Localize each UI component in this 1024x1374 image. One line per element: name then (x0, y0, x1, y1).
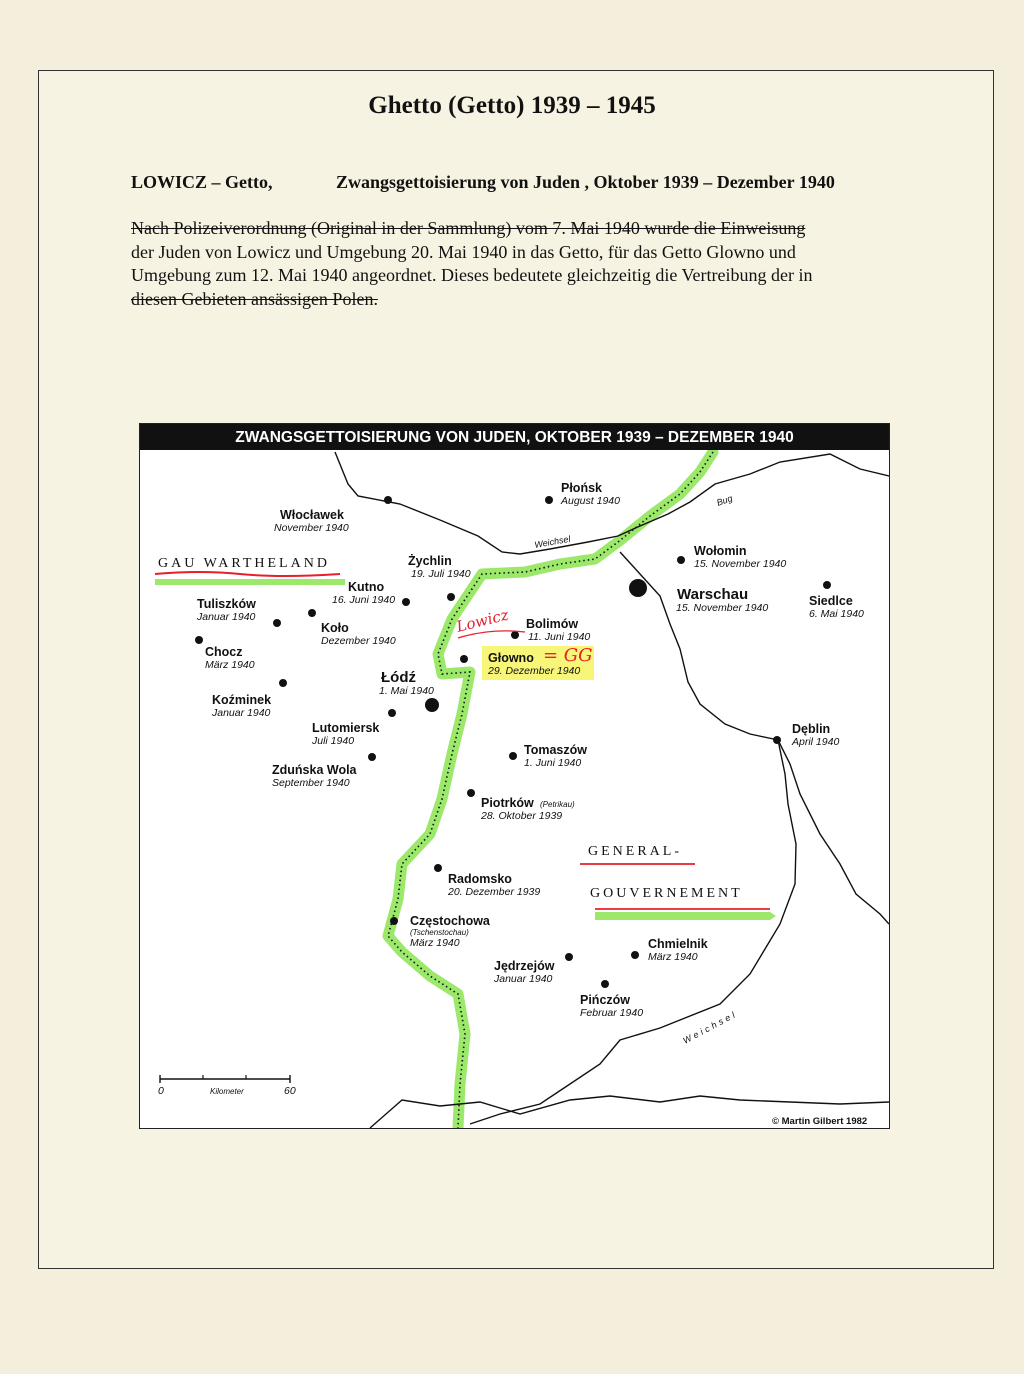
place-piotrkow-note: (Petrikau) (540, 800, 575, 809)
body-text (131, 217, 901, 311)
river-weichsel-south-label: Weichsel (681, 1008, 740, 1046)
date-radomsko: 20. Dezember 1939 (448, 886, 541, 898)
map-copyright: © Martin Gilbert 1982 (772, 1116, 868, 1127)
dot-wloclawek (384, 496, 392, 504)
dot-pinczow (601, 980, 609, 988)
date-zychlin: 19. Juli 1940 (411, 568, 471, 580)
scale-start: 0 (158, 1085, 164, 1097)
dot-wolomin (677, 556, 685, 564)
dot-glowno (460, 655, 468, 663)
dot-tomaszow (509, 752, 517, 760)
place-chmielnik: Chmielnik (648, 937, 708, 951)
date-chocz: März 1940 (205, 659, 255, 671)
map-banner: ZWANGSGETTOISIERUNG VON JUDEN, OKTOBER 1939 – DEZEMBER 1940 (140, 424, 889, 450)
dot-lutomiersk (388, 709, 396, 717)
subhead-ghetto-name: LOWICZ – Getto, (131, 172, 273, 192)
date-kolo: Dezember 1940 (321, 635, 396, 647)
date-glowno: 29. Dezember 1940 (488, 665, 581, 677)
date-kozminek: Januar 1940 (212, 707, 271, 719)
date-bolimow: 11. Juni 1940 (528, 631, 591, 643)
region-general: GENERAL- (588, 844, 682, 859)
place-tuliszkow: Tuliszków (197, 597, 256, 611)
date-tomaszow: 1. Juni 1940 (524, 757, 582, 769)
dot-deblin (773, 736, 781, 744)
place-wolomin: Wołomin (694, 544, 747, 558)
scale-unit: Kilometer (210, 1087, 244, 1096)
place-zdunska-wola: Zduńska Wola (272, 763, 357, 777)
place-kutno: Kutno (348, 580, 385, 594)
dot-piotrkow (467, 789, 475, 797)
date-lutomiersk: Juli 1940 (312, 735, 355, 747)
date-kutno: 16. Juni 1940 (332, 594, 396, 606)
dot-kozminek (279, 679, 287, 687)
date-siedlce: 6. Mai 1940 (809, 608, 864, 620)
body-line-3: Umgebung zum 12. Mai 1940 angeordnet. Dieses bedeutete gleichzeitig die Vertreibung der in (131, 265, 813, 285)
date-jedrzejow: Januar 1940 (494, 973, 553, 985)
date-tuliszkow: Januar 1940 (197, 611, 256, 623)
place-lutomiersk: Lutomiersk (312, 721, 380, 735)
dot-radomsko (434, 864, 442, 872)
gau-wartheland-green-bar (155, 579, 345, 585)
dot-tuliszkow (273, 619, 281, 627)
dot-kolo (308, 609, 316, 617)
place-lodz: Łódź (381, 669, 416, 686)
place-plonsk: Płońsk (561, 481, 602, 495)
dot-czestochowa (390, 917, 398, 925)
place-tomaszow: Tomaszów (524, 743, 587, 757)
gau-wartheland-underline (155, 572, 340, 576)
body-line-1: Nach Polizeiverordnung (Original in der Sammlung) vom 7. Mai 1940 wurde die Einweisung (131, 218, 806, 238)
place-jedrzejow: Jędrzejów (494, 959, 555, 973)
ghettoization-map (139, 423, 890, 1129)
place-piotrkow: Piotrków (481, 796, 534, 810)
place-pinczow: Pińczów (580, 993, 631, 1007)
date-czestochowa: März 1940 (410, 937, 460, 949)
dot-zdunska-wola (368, 753, 376, 761)
date-piotrkow: 28. Oktober 1939 (481, 810, 563, 822)
generalgouvernement-green-arrow (595, 912, 776, 920)
page-title: Ghetto (Getto) 1939 – 1945 (368, 92, 656, 119)
date-zdunska-wola: September 1940 (272, 777, 350, 789)
river-bug-label: Bug (715, 493, 734, 508)
dot-warschau (629, 579, 647, 597)
place-wloclawek: Włocławek (280, 508, 344, 522)
scale-bar (160, 1075, 290, 1083)
place-chocz: Chocz (205, 645, 243, 659)
dot-lodz (425, 698, 439, 712)
date-deblin: April 1940 (792, 736, 840, 748)
body-line-4: diesen Gebieten ansässigen Polen. (131, 288, 378, 309)
date-warschau: 15. November 1940 (676, 602, 769, 614)
date-wloclawek: November 1940 (274, 522, 349, 534)
region-gau-wartheland: GAU WARTHELAND (158, 556, 330, 571)
date-plonsk: August 1940 (561, 495, 620, 507)
place-warschau: Warschau (677, 586, 749, 603)
handwritten-lowicz: Lowicz (454, 605, 511, 636)
place-zychlin: Żychlin (408, 554, 452, 568)
place-kolo: Koło (321, 621, 349, 635)
date-lodz: 1. Mai 1940 (379, 685, 434, 697)
date-pinczow: Februar 1940 (580, 1007, 644, 1019)
body-line-2: der Juden von Lowicz und Umgebung 20. Mai 1940 in das Getto, für das Getto Glowno und (131, 241, 796, 262)
subhead-map-title: Zwangsgettoisierung von Juden , Oktober 1939 – Dezember 1940 (336, 172, 835, 192)
region-gouvernement: GOUVERNEMENT (590, 886, 743, 901)
place-czestochowa-note: (Tschenstochau) (410, 928, 469, 937)
dot-chmielnik (631, 951, 639, 959)
place-bolimow: Bolimów (526, 617, 579, 631)
dot-chocz (195, 636, 203, 644)
place-deblin: Dęblin (792, 722, 831, 736)
date-chmielnik: März 1940 (648, 951, 698, 963)
dot-kutno (402, 598, 410, 606)
place-glowno: Głowno (488, 651, 534, 665)
map-canvas (140, 424, 889, 1128)
scale-end: 60 (284, 1085, 296, 1097)
dot-plonsk (545, 496, 553, 504)
place-radomsko: Radomsko (448, 872, 512, 886)
place-siedlce: Siedlce (809, 594, 853, 608)
date-wolomin: 15. November 1940 (694, 558, 787, 570)
dot-zychlin (447, 593, 455, 601)
handwritten-gg: = GG (543, 645, 593, 666)
dot-siedlce (823, 581, 831, 589)
dot-jedrzejow (565, 953, 573, 961)
river-weichsel-north-label: Weichsel (533, 533, 572, 550)
place-kozminek: Koźminek (212, 693, 272, 707)
place-czestochowa: Częstochowa (410, 914, 490, 928)
dot-bolimow (511, 631, 519, 639)
